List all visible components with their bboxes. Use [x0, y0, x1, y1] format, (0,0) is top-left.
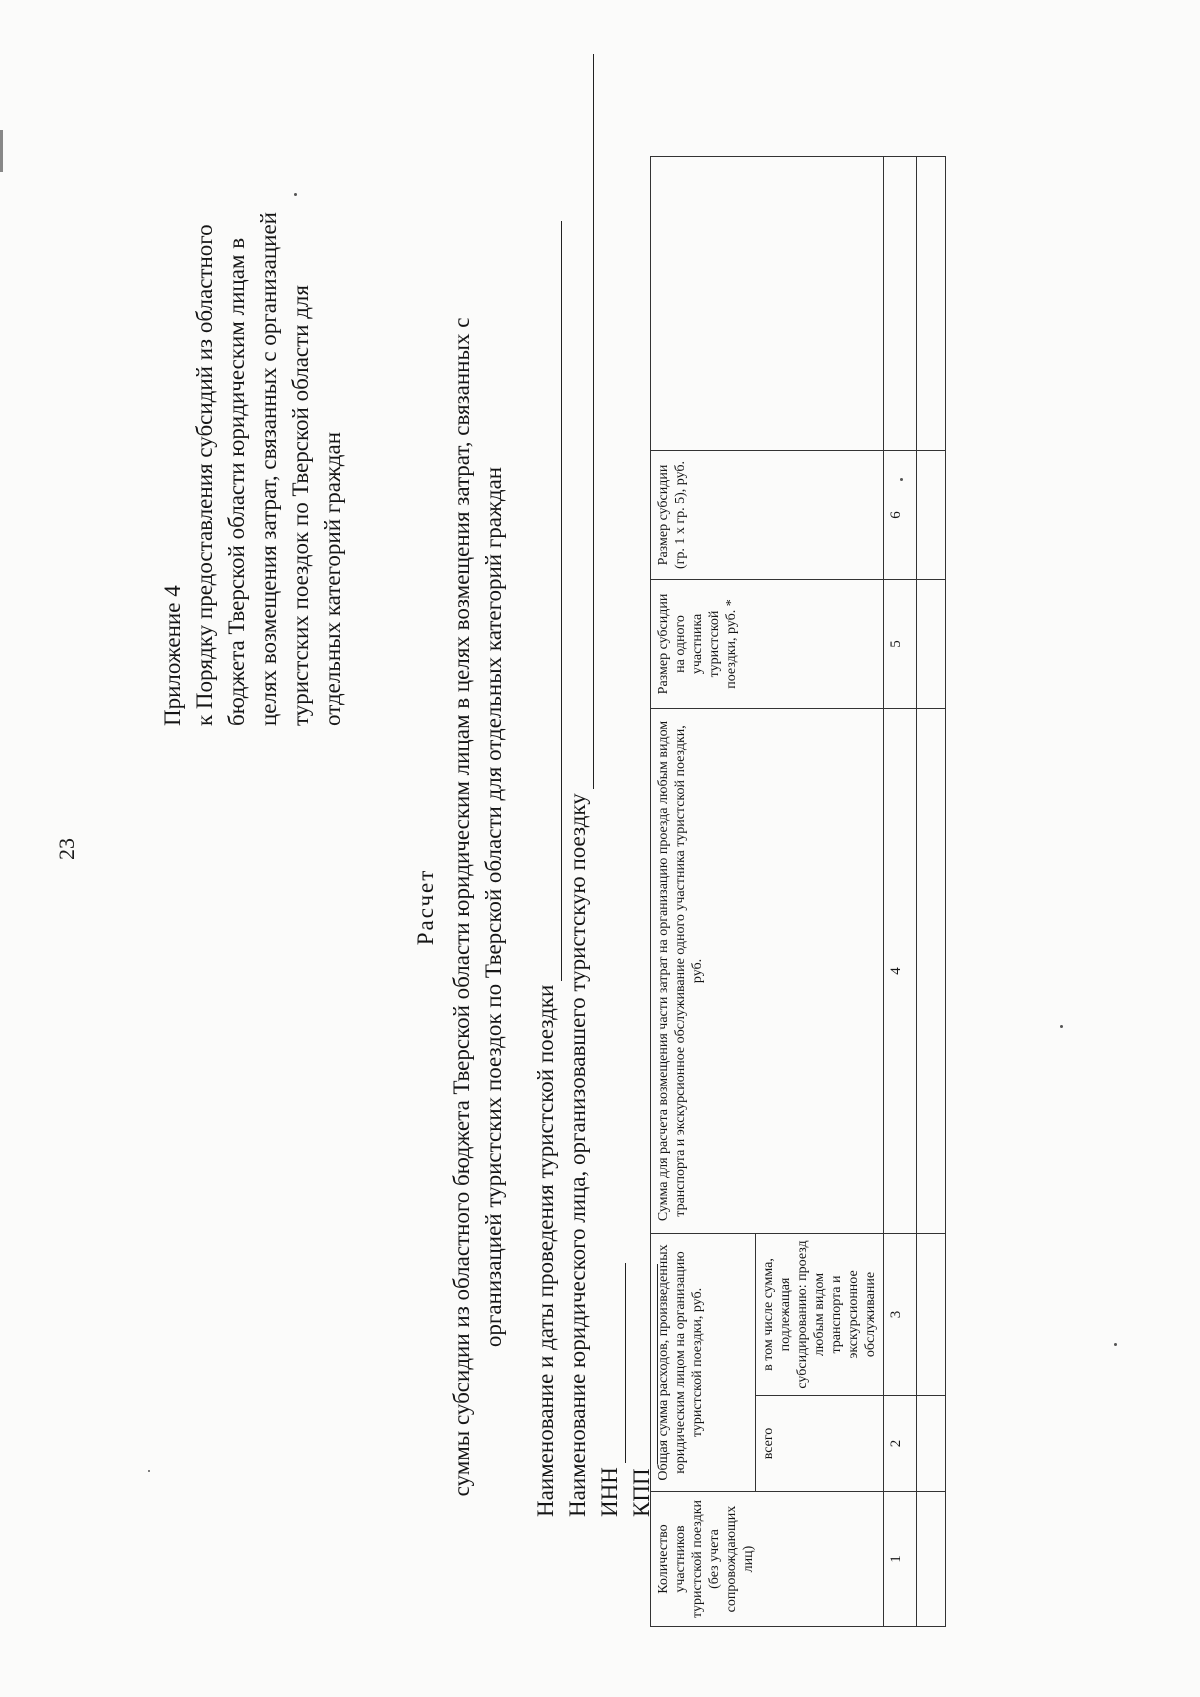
appendix-line: отдельных категорий граждан: [320, 431, 345, 726]
column-number: 6: [884, 450, 917, 579]
column-number: 2: [884, 1396, 917, 1492]
trip-name-label: Наименование и даты проведения туристской поездки: [533, 984, 558, 1517]
scan-edge-left: [0, 130, 3, 172]
inn-line: [603, 1263, 626, 1463]
page-number: 23: [54, 838, 79, 860]
column-number: 3: [884, 1233, 917, 1395]
column-numbers-row: [884, 156, 917, 1626]
col1-header: Количество участников туристской поездки (без учета сопровождающих лиц): [651, 1492, 884, 1627]
appendix-line: Приложение 4: [160, 585, 185, 726]
column-number: 4: [884, 708, 917, 1233]
column-number: 5: [884, 579, 917, 708]
col4-header: Сумма для расчета возмещения части затрат на организацию проезда любым видом транспорта и экскурсионное обслуживание одного участника туристской поездки, руб.: [651, 708, 884, 1233]
form-fields: [530, 54, 658, 1517]
kpp-label: КПП: [629, 1468, 654, 1517]
empty-cell: [917, 579, 946, 708]
appendix-line: бюджета Тверской области юридическим лицам в: [224, 237, 249, 726]
inn-label: ИНН: [597, 1467, 622, 1517]
appendix-block: [157, 78, 349, 726]
title-main: Расчет: [413, 868, 438, 946]
trip-name-line: [539, 221, 562, 981]
col6-header: Размер субсидии (гр. 1 х гр. 5), руб.: [651, 450, 884, 579]
empty-cell: [917, 1233, 946, 1395]
document-title: [410, 297, 510, 1517]
trip-name-field: [530, 54, 562, 1517]
empty-cell: [917, 1492, 946, 1627]
org-name-field: [562, 54, 594, 1517]
org-name-label: Наименование юридического лица, организовавшего туристскую поездку: [565, 793, 590, 1517]
column-number: 1: [884, 1492, 917, 1627]
col23-group-header: Общая сумма расходов, произведенных юридическим лицом на организацию туристской поездки, руб.: [651, 1233, 756, 1491]
col5-header: Размер субсидии на одного участника туристской поездки, руб. *: [651, 579, 884, 708]
empty-cell: [917, 156, 946, 450]
table-header-row: [651, 156, 756, 1626]
rotated-content: [70, 37, 1190, 1637]
calculation-table: [650, 156, 946, 1627]
col2-header: всего: [756, 1396, 884, 1492]
title-line: суммы субсидии из областного бюджета Тверской области юридическим лицам в целях возмещения затрат, связанных с: [449, 317, 474, 1497]
org-name-line: [571, 54, 594, 789]
empty-header-cell: [651, 156, 884, 450]
col3-header: в том числе сумма, подлежащая субсидированию: проезд любым видом транспорта и экскурсионное обслуживание: [756, 1233, 884, 1395]
appendix-line: туристских поездок по Тверской области для: [288, 285, 313, 726]
title-line: организацией туристских поездок по Тверской области для отдельных категорий граждан: [481, 466, 506, 1348]
scan-mark-top: [0, 0, 1, 1]
empty-cell: [884, 156, 917, 450]
empty-cell: [917, 450, 946, 579]
empty-cell: [917, 708, 946, 1233]
inn-field: [594, 54, 626, 1517]
table-row: [917, 156, 946, 1626]
appendix-line: целях возмещения затрат, связанных с организацией: [256, 212, 281, 726]
empty-cell: [917, 1396, 946, 1492]
appendix-line: к Порядку предоставления субсидий из областного: [192, 224, 217, 726]
